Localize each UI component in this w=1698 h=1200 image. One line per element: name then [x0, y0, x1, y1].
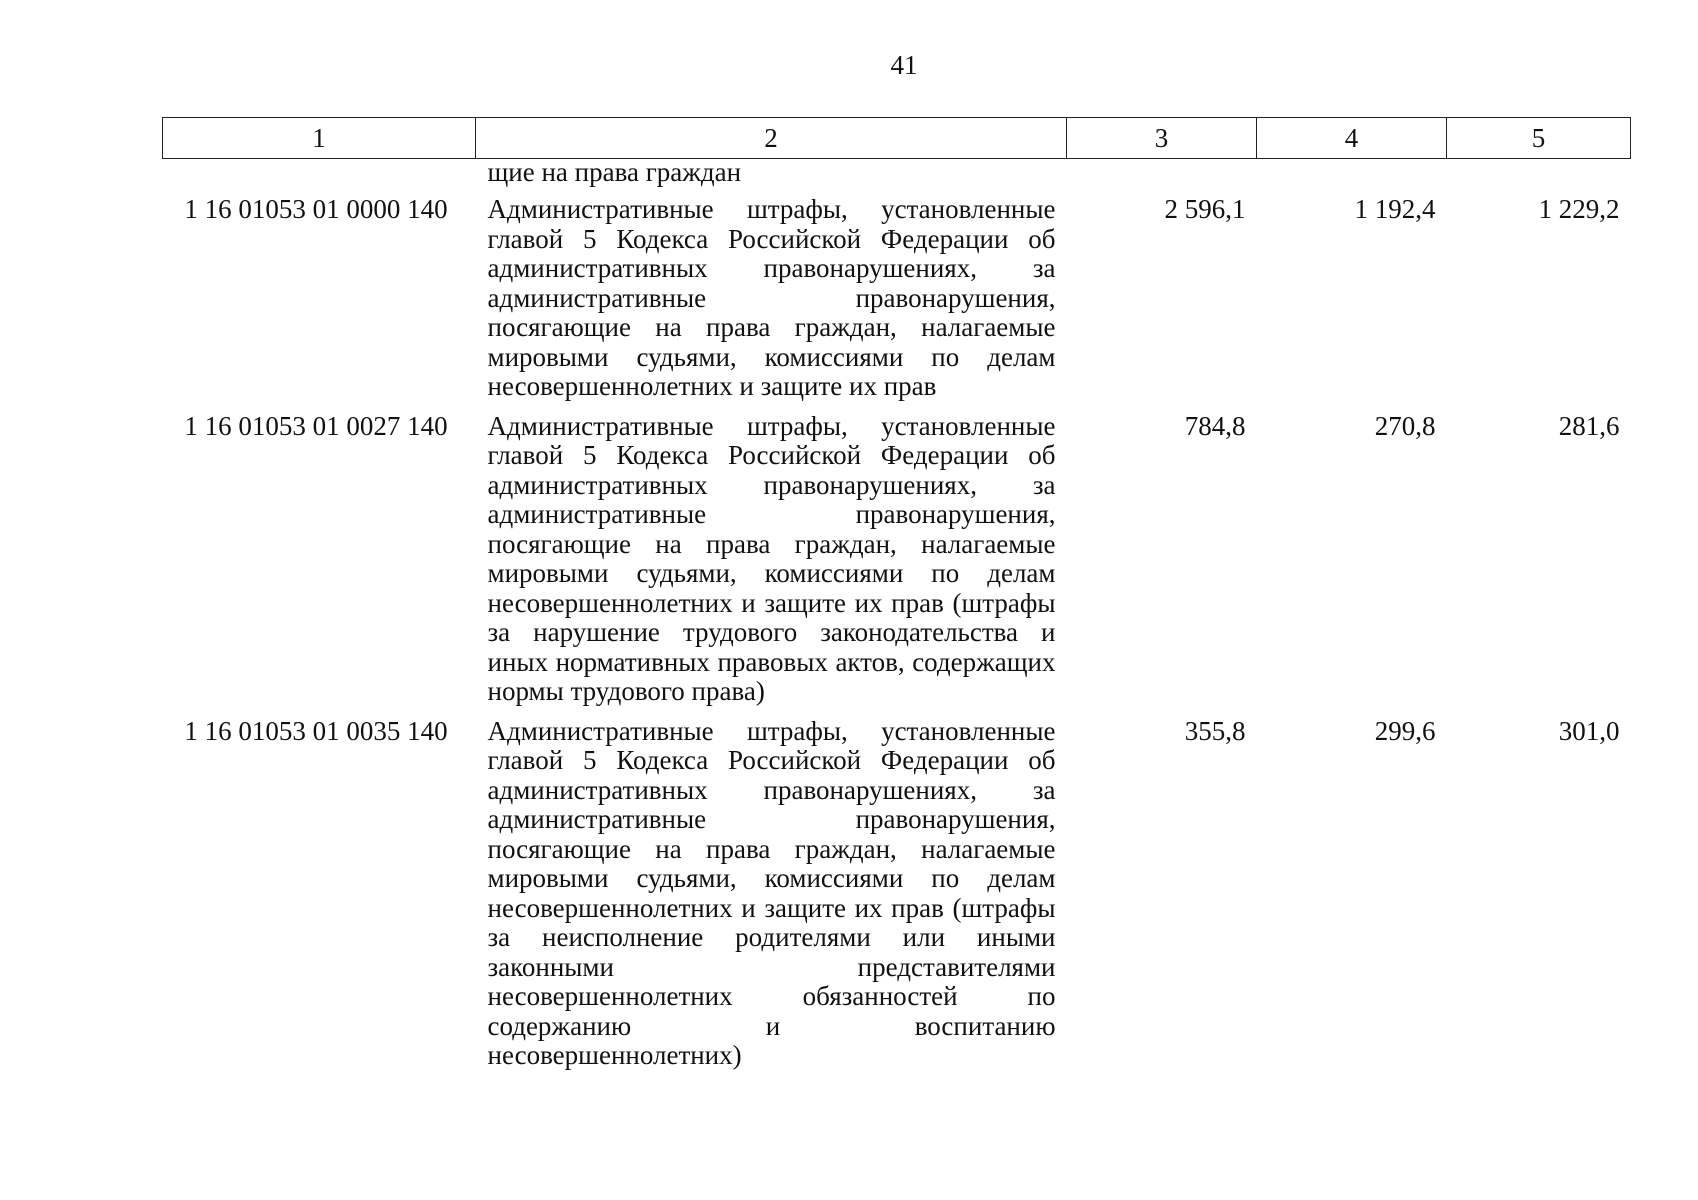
- page-number: 41: [890, 50, 918, 80]
- continuation-cell-3: [1067, 159, 1257, 196]
- table-row: [163, 412, 1631, 717]
- value-col3: 784,8: [1184, 410, 1246, 441]
- value-col4: 299,6: [1374, 715, 1436, 746]
- column-header-2: 2: [476, 118, 1067, 159]
- value-col3: 2 596,1: [1164, 194, 1246, 224]
- continuation-code-cell: [163, 159, 476, 196]
- column-header-1: 1: [163, 118, 476, 159]
- revenue-description: Административные штрафы, установленные главой 5 Кодекса Российской Федерации об административных правонарушениях, за административные правонарушения, посягающие на права граждан, налагаемые мировыми судьями, комиссиями по делам несовершеннолетних и защите их прав (штрафы за нарушение трудового законодательства и иных нормативных правовых актов, содержащих нормы трудового права): [487, 410, 1056, 706]
- value-col5: 281,6: [1558, 410, 1620, 441]
- value-col5: 301,0: [1558, 715, 1620, 746]
- revenue-table: [162, 117, 1631, 1081]
- continuation-text: щие на права граждан: [487, 157, 742, 187]
- revenue-description: Административные штрафы, установленные главой 5 Кодекса Российской Федерации об административных правонарушениях, за административные правонарушения, посягающие на права граждан, налагаемые мировыми судьями, комиссиями по делам несовершеннолетних и защите их прав (штрафы за неисполнение родителями или иными законными представителями несовершеннолетних обязанностей по содержанию и воспитанию несовершеннолетних): [487, 715, 1056, 1070]
- table-row: [163, 195, 1631, 412]
- column-header-5: 5: [1447, 118, 1631, 159]
- value-col3: 355,8: [1184, 715, 1246, 746]
- revenue-description: Административные штрафы, установленные главой 5 Кодекса Российской Федерации об административных правонарушениях, за административные правонарушения, посягающие на права граждан, налагаемые мировыми судьями, комиссиями по делам несовершеннолетних и защите их прав: [487, 194, 1056, 401]
- value-col4: 1 192,4: [1354, 194, 1436, 224]
- table-header-row: [163, 118, 1631, 159]
- value-col5: 1 229,2: [1538, 194, 1620, 224]
- table-row: [163, 717, 1631, 1081]
- budget-code: 1 16 01053 01 0027 140: [184, 410, 448, 441]
- continuation-row: [163, 159, 1631, 196]
- continuation-cell-4: [1257, 159, 1447, 196]
- column-header-3: 3: [1067, 118, 1257, 159]
- value-col4: 270,8: [1374, 410, 1436, 441]
- budget-code: 1 16 01053 01 0000 140: [184, 194, 448, 224]
- column-header-4: 4: [1257, 118, 1447, 159]
- budget-code: 1 16 01053 01 0035 140: [184, 715, 448, 746]
- continuation-cell-5: [1447, 159, 1631, 196]
